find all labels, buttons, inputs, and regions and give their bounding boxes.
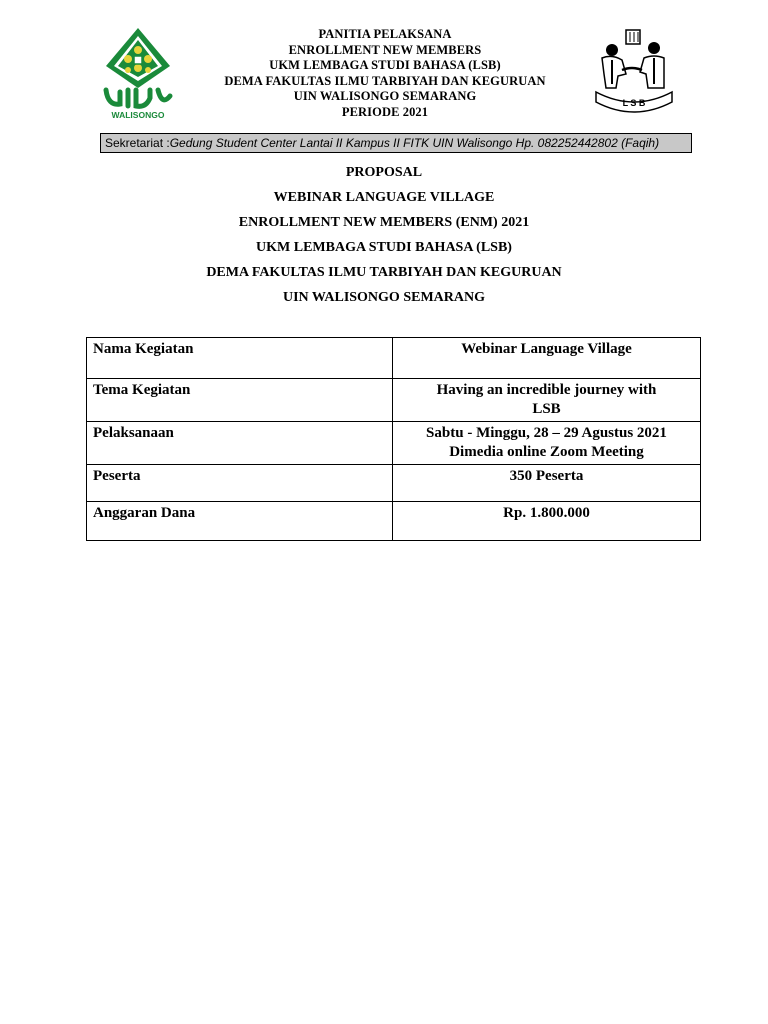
- table-row: [87, 465, 701, 502]
- letterhead-line: ENROLLMENT NEW MEMBERS: [288, 42, 482, 57]
- letterhead: [190, 27, 580, 120]
- letterhead-line: PERIODE 2021: [341, 104, 429, 119]
- value-line: Rp. 1.800.000: [503, 505, 590, 521]
- secretariat-address: Gedung Student Center Lantai II Kampus II FITK UIN Walisongo Hp. 082252442802 (Faqih): [169, 136, 660, 150]
- row-label: Anggaran Dana: [87, 502, 393, 541]
- title-line: PROPOSAL: [345, 165, 423, 180]
- row-value: [393, 379, 701, 422]
- title-line: DEMA FAKULTAS ILMU TARBIYAH DAN KEGURUAN: [206, 265, 562, 280]
- letterhead-line: UIN WALISONGO SEMARANG: [293, 89, 477, 103]
- uin-walisongo-logo-icon: [98, 26, 178, 120]
- lsb-handshake-logo-icon: [592, 26, 676, 114]
- row-label: Pelaksanaan: [87, 422, 393, 465]
- row-label: Tema Kegiatan: [87, 379, 393, 422]
- activity-details-table: [86, 337, 701, 541]
- letterhead-line: DEMA FAKULTAS ILMU TARBIYAH DAN KEGURUAN: [224, 73, 546, 88]
- row-value: [393, 422, 701, 465]
- value-line: Having an incredible journey with: [436, 382, 657, 398]
- title-line: ENROLLMENT NEW MEMBERS (ENM) 2021: [238, 215, 530, 230]
- value-line: LSB: [532, 401, 561, 417]
- letterhead-line: UKM LEMBAGA STUDI BAHASA (LSB): [269, 58, 501, 72]
- value-line: Sabtu - Minggu, 28 – 29 Agustus 2021: [426, 425, 667, 441]
- row-value: [393, 338, 701, 379]
- title-line: WEBINAR LANGUAGE VILLAGE: [273, 190, 495, 205]
- row-label: Nama Kegiatan: [87, 338, 393, 379]
- value-line: Webinar Language Village: [461, 341, 632, 357]
- row-value: [393, 502, 701, 541]
- value-line: Dimedia online Zoom Meeting: [449, 444, 644, 460]
- row-value: [393, 465, 701, 502]
- secretariat-label: Sekretariat :: [105, 136, 170, 150]
- letterhead-line: PANITIA PELAKSANA: [318, 27, 452, 41]
- table-row: [87, 379, 701, 422]
- value-line: 350 Peserta: [509, 468, 584, 484]
- title-line: UIN WALISONGO SEMARANG: [283, 290, 485, 305]
- proposal-title: [150, 163, 618, 313]
- lsb-logo-text: L S B: [622, 98, 646, 108]
- title-line: UKM LEMBAGA STUDI BAHASA (LSB): [256, 240, 512, 255]
- secretariat-bar: [100, 133, 692, 153]
- table-row: [87, 502, 701, 541]
- table-row: [87, 422, 701, 465]
- walisongo-logo-text: WALISONGO: [111, 110, 165, 120]
- row-label: Peserta: [87, 465, 393, 502]
- table-row: [87, 338, 701, 379]
